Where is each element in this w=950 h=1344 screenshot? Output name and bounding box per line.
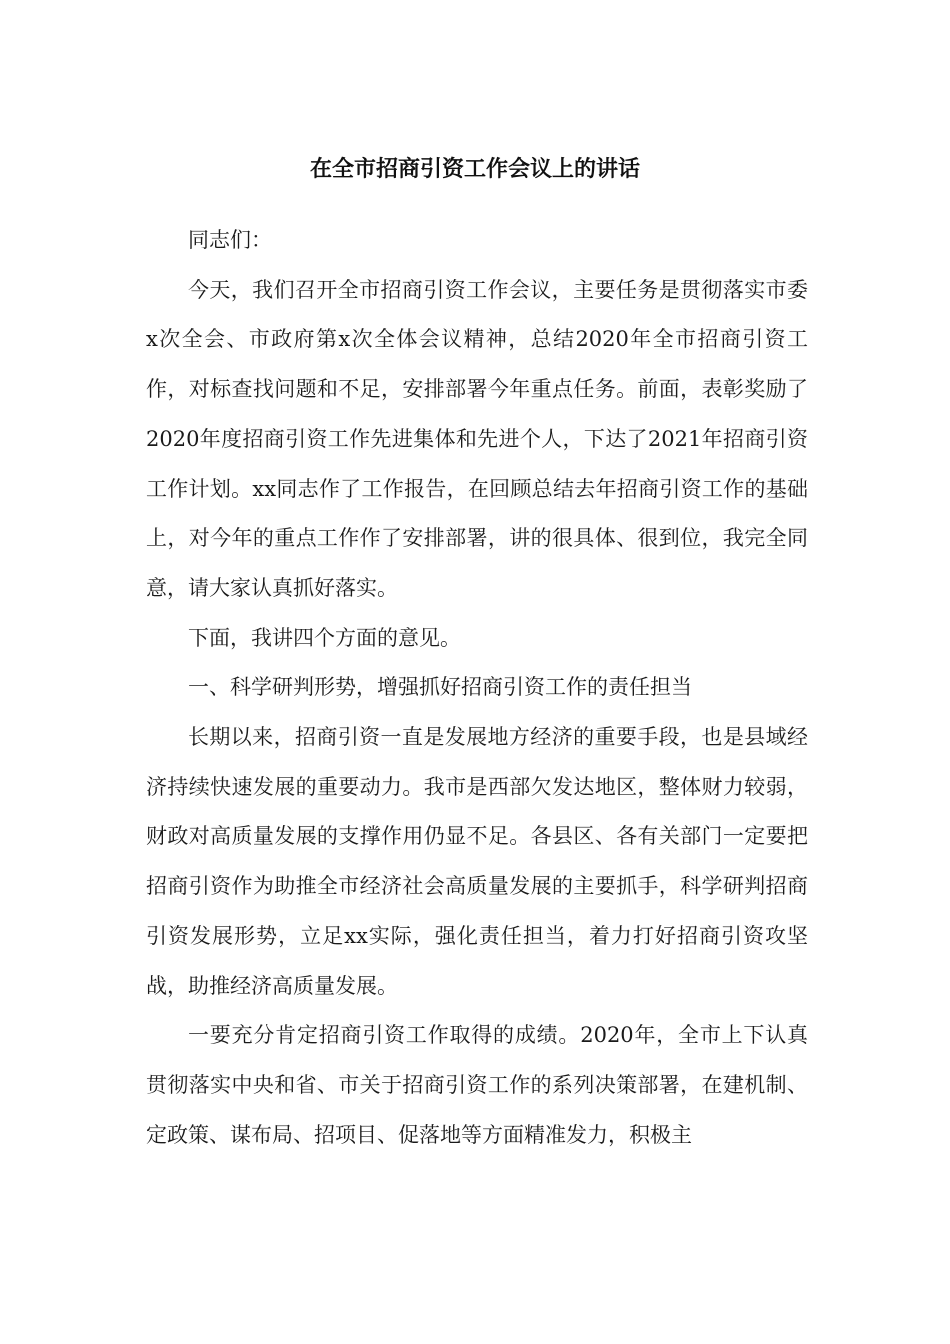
opening-paragraph: 今天，我们召开全市招商引资工作会议，主要任务是贯彻落实市委x次全会、市政府第x次全体会议精神，总结2020年全市招商引资工作，对标查找问题和不足，安排部署今年重点任务。前面，表彰奖励了2020年度招商引资工作先进集体和先进个人，下达了2021年招商引资工作计划。xx同志作了工作报告，在回顾总结去年招商引资工作的基础上，对今年的重点工作作了安排部署，讲的很具体、很到位，我完全同意，请大家认真抓好落实。	[146, 277, 808, 600]
section-one-point-one-paragraph: 一要充分肯定招商引资工作取得的成绩。2020年，全市上下认真贯彻落实中央和省、市关于招商引资工作的系列决策部署，在建机制、定政策、谋布局、招项目、促落地等方面精准发力，积极主	[146, 1023, 808, 1147]
document-body	[146, 216, 808, 1160]
section-one-paragraph: 长期以来，招商引资一直是发展地方经济的重要手段，也是县域经济持续快速发展的重要动力。我市是西部欠发达地区，整体财力较弱，财政对高质量发展的支撑作用仍显不足。各县区、各有关部门一定要把招商引资作为助推全市经济社会高质量发展的主要抓手，科学研判招商引资发展形势，立足xx实际，强化责任担当，着力打好招商引资攻坚战，助推经济高质量发展。	[146, 725, 808, 998]
document-title: 在全市招商引资工作会议上的讲话	[309, 157, 640, 182]
salutation-paragraph: 同志们：	[188, 228, 272, 252]
section-heading-one: 一、科学研判形势，增强抓好招商引资工作的责任担当	[188, 675, 692, 700]
transition-paragraph: 下面，我讲四个方面的意见。	[188, 625, 461, 650]
